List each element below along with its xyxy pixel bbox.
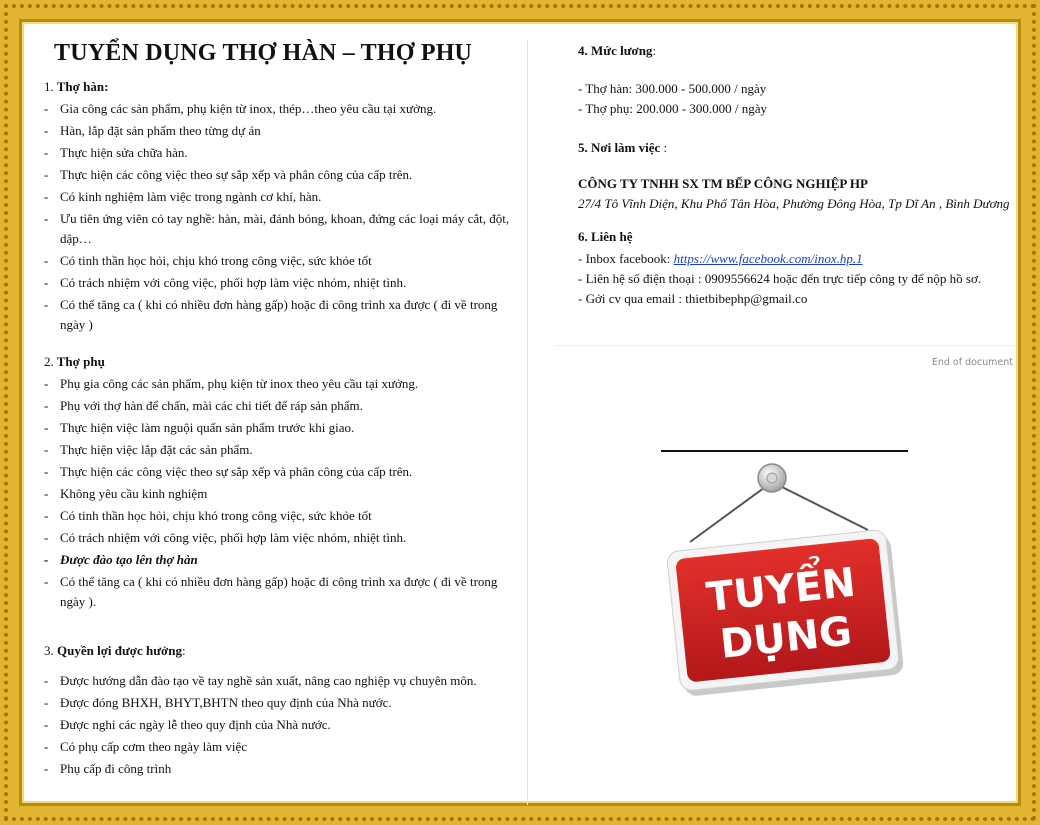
list-item: - Không yêu cầu kinh nghiệm [44, 486, 208, 501]
company-address: 27/4 Tô Vĩnh Diện, Khu Phố Tân Hòa, Phường Đông Hòa, Tp Dĩ An , Bình Dương [578, 196, 1010, 211]
list-item: - Được đóng BHXH, BHYT,BHTN theo quy định của Nhà nước. [44, 695, 392, 710]
list-item: - Gia công các sản phẩm, phụ kiện từ inox, thép…theo yêu cầu tại xưởng. [44, 101, 437, 116]
sign-text-line1: TUYỂN [704, 559, 858, 622]
section-6-heading: 6. Liên hệ [578, 229, 633, 244]
section-2-title: Thợ phụ [56, 354, 105, 369]
list-item: - Thực hiện các công việc theo sự sắp xếp và phân công của cấp trên. [44, 167, 413, 182]
sign-text-line2: DỤNG [717, 608, 855, 668]
list-item: - Thực hiện các công việc theo sự sắp xếp và phân công của cấp trên. [44, 464, 413, 479]
section-3-list [44, 671, 514, 779]
salary-welder: - Thợ hàn: 300.000 - 500.000 / ngày [578, 81, 767, 96]
section-1-list [44, 99, 514, 335]
end-of-document-label: End of document [931, 357, 1013, 368]
list-item: - Ưu tiên ứng viên có tay nghề: hàn, mài, đánh bóng, khoan, đứng các loại máy cắt, đột, dập… [44, 211, 510, 246]
left-column [44, 40, 514, 781]
column-divider [527, 40, 528, 805]
facebook-line: - Inbox facebook: https://www.facebook.com/inox.hp.1 [578, 251, 863, 266]
section-1-number: 1. [44, 79, 54, 94]
list-item: - Thực hiện việc làm nguội quấn sản phẩm trước khi giao. [44, 420, 355, 435]
phone-line: - Liên hệ số điện thoại : 0909556624 hoặc đến trực tiếp công ty để nộp hồ sơ. [578, 271, 982, 286]
list-item: - Hàn, lắp đặt sản phẩm theo từng dự án [44, 123, 261, 138]
list-item: - Có phụ cấp cơm theo ngày làm việc [44, 739, 248, 754]
list-item: - Có thể tăng ca ( khi có nhiều đơn hàng gấp) hoặc đi công trình xa được ( đi về trong ngày ) [44, 297, 498, 332]
list-item: - Phụ cấp đi công trình [44, 761, 172, 776]
list-item: - Có trách nhiệm với công việc, phối hợp làm việc nhóm, nhiệt tình. [44, 530, 407, 545]
section-3-heading: 3. Quyền lợi được hưởng: [44, 643, 186, 658]
section-1-heading [44, 76, 514, 98]
hanging-string-left [690, 482, 772, 542]
hiring-sign-image [660, 460, 910, 700]
list-item: - Có kinh nghiệm làm việc trong ngành cơ khí, hàn. [44, 189, 322, 204]
right-column [578, 40, 1018, 309]
section-2-list [44, 374, 514, 612]
list-item: - Thực hiện sửa chữa hàn. [44, 145, 188, 160]
salary-assistant: - Thợ phụ: 200.000 - 300.000 / ngày [578, 101, 767, 116]
section-5-heading: 5. Nơi làm việc : [578, 140, 668, 155]
list-item: - Được hướng dẫn đào tạo về tay nghề sản xuất, nâng cao nghiệp vụ chuyên môn. [44, 673, 477, 688]
section-3-title: Quyền lợi được hưởng [57, 643, 182, 658]
list-item: - Được nghỉ các ngày lễ theo quy định của Nhà nước. [44, 717, 331, 732]
list-item-highlight: - Được đào tạo lên thợ hàn [44, 552, 198, 567]
section-2-heading [44, 351, 514, 373]
list-item: - Phụ gia công các sản phẩm, phụ kiện từ inox theo yêu cầu tại xưởng. [44, 376, 419, 391]
section-4-heading: 4. Mức lương: [578, 43, 657, 58]
email-line: - Gởi cv qua email : thietbibephp@gmail.co [578, 291, 808, 306]
list-item: - Thực hiện việc lắp đặt các sản phẩm. [44, 442, 253, 457]
section-1-title: Thợ hàn: [56, 79, 109, 94]
page-title: TUYỂN DỤNG THỢ HÀN – THỢ PHỤ [54, 40, 473, 66]
image-top-rule [661, 450, 908, 452]
company-name: CÔNG TY TNHH SX TM BẾP CÔNG NGHIỆP HP [578, 176, 868, 191]
page-separator [556, 345, 1016, 346]
section-2-number: 2. [44, 354, 54, 369]
list-item: - Có tinh thần học hỏi, chịu khó trong công việc, sức khỏe tốt [44, 253, 372, 268]
list-item: - Có thể tăng ca ( khi có nhiều đơn hàng gấp) hoặc đi công trình xa được ( đi về trong ngày ). [44, 574, 498, 609]
hanging-string-right [772, 482, 868, 530]
section-3-number: 3. [44, 643, 54, 658]
list-item: - Có trách nhiệm với công việc, phối hợp làm việc nhóm, nhiệt tình. [44, 275, 407, 290]
facebook-link[interactable]: https://www.facebook.com/inox.hp.1 [673, 251, 863, 266]
list-item: - Có tinh thần học hỏi, chịu khó trong công việc, sức khỏe tốt [44, 508, 372, 523]
list-item: - Phụ với thợ hàn để chấn, mài các chi tiết để ráp sản phẩm. [44, 398, 363, 413]
